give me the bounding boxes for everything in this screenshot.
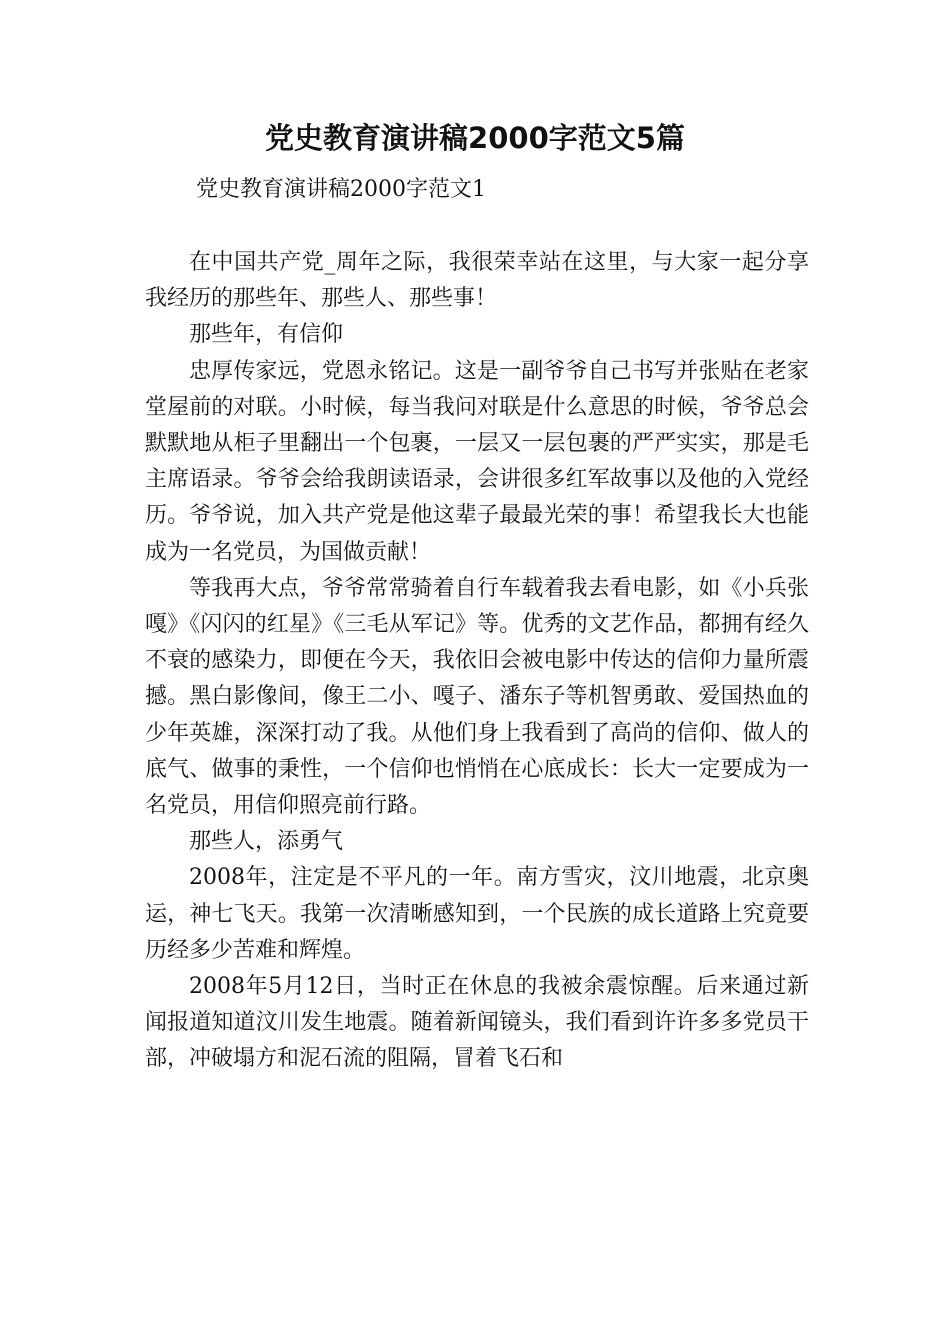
paragraph: 忠厚传家远，党恩永铭记。这是一副爷爷自己书写并张贴在老家堂屋前的对联。小时候，每当我问对联是什么意思的时候，爷爷总会默默地从柜子里翻出一个包裹，一层又一层包裹的严严实实，那是毛主席语录。爷爷会给我朗读语录，会讲很多红军故事以及他的入党经历。爷爷说，加入共产党是他这辈子最最光荣的事！希望我长大也能成为一名党员，为国做贡献！ (145, 358, 809, 565)
document-body (145, 245, 809, 1078)
document-title: 党史教育演讲稿2000字范文5篇 (265, 121, 685, 155)
paragraph: 2008年，注定是不平凡的一年。南方雪灾，汶川地震，北京奥运，神七飞天。我第一次清晰感知到，一个民族的成长道路上究竟要历经多少苦难和辉煌。 (145, 865, 809, 963)
paragraph-heading: 那些年，有信仰 (189, 322, 344, 348)
paragraph: 2008年5月12日，当时正在休息的我被余震惊醒。后来通过新闻报道知道汶川发生地震。随着新闻镜头，我们看到许许多多党员干部，冲破塌方和泥石流的阻隔，冒着飞石和 (145, 974, 809, 1072)
paragraph-heading: 那些人，添勇气 (189, 829, 344, 855)
paragraph: 等我再大点，爷爷常常骑着自行车载着我去看电影，如《小兵张嘎》《闪闪的红星》《三毛从军记》等。优秀的文艺作品，都拥有经久不衰的感染力，即便在今天，我依旧会被电影中传达的信仰力量所震撼。黑白影像间，像王二小、嘎子、潘东子等机智勇敢、爱国热血的少年英雄，深深打动了我。从他们身上我看到了高尚的信仰、做人的底气、做事的秉性，一个信仰也悄悄在心底成长：长大一定要成为一名党员，用信仰照亮前行路。 (145, 575, 809, 819)
paragraph: 在中国共产党_周年之际，我很荣幸站在这里，与大家一起分享我经历的那些年、那些人、那些事！ (145, 250, 809, 312)
section-subtitle: 党史教育演讲稿2000字范文1 (196, 177, 486, 202)
